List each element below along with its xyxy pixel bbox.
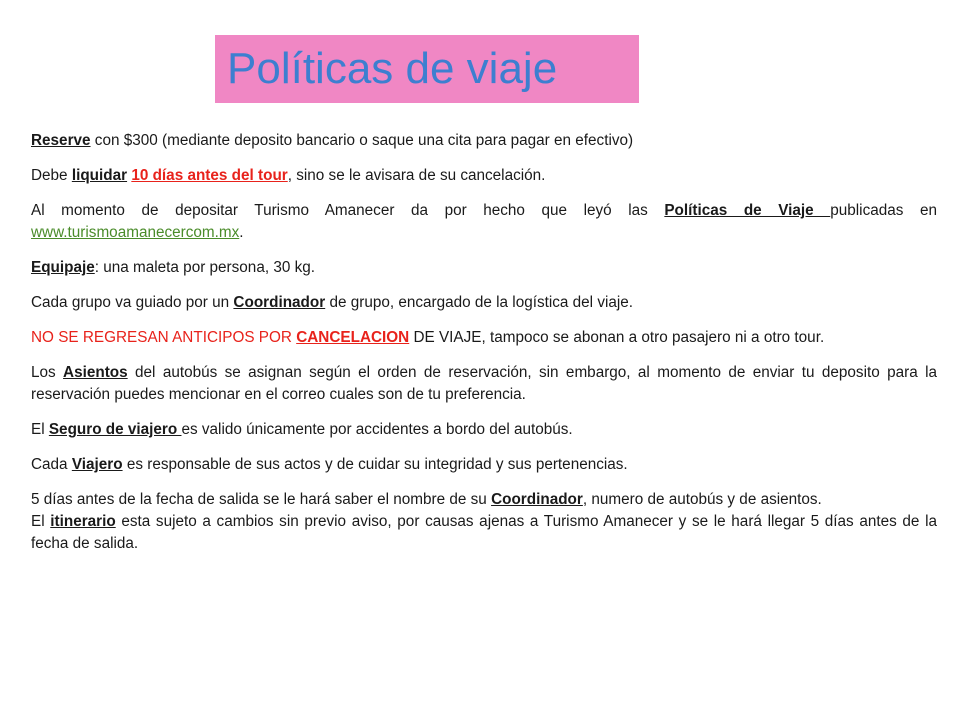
policy-text: El — [31, 513, 51, 530]
policy-insurance — [31, 419, 937, 441]
keyword-politicas: Políticas de Viaje — [664, 202, 831, 219]
policy-text: con $300 (mediante deposito bancario o saque una cita para pagar en efectivo) — [90, 132, 634, 149]
policy-text: esta sujeto a cambios sin previo aviso, por causas ajenas a Turismo Amanecer y se le hará llegar 5 días antes de la fecha de salida. — [31, 513, 938, 552]
policy-reservation — [31, 130, 937, 152]
policy-text: publicadas en — [830, 202, 937, 219]
policy-text: NO SE REGRESAN ANTICIPOS POR — [31, 329, 297, 346]
keyword-liquidar: liquidar — [71, 167, 128, 184]
policy-no-refund — [31, 327, 937, 349]
policy-text: Cada grupo va guiado por un — [31, 294, 234, 311]
policy-text: es responsable de sus actos y de cuidar su integridad y sus pertenencias. — [122, 456, 628, 473]
policy-text: del autobús se asignan según el orden de reservación, sin embargo, al momento de enviar tu deposito para la reservación puedes mencionar en el correo cuales son de tu preferencia. — [31, 364, 937, 403]
policy-payment — [31, 165, 937, 187]
policy-text: Cada — [31, 456, 72, 473]
policy-traveler — [31, 454, 937, 476]
keyword-itinerario: itinerario — [50, 513, 116, 530]
policy-text: Debe — [31, 167, 72, 184]
policy-text: , numero de autobús y de asientos. — [582, 491, 822, 508]
keyword-seguro: Seguro de viajero — [48, 421, 182, 438]
policy-text: 5 días antes de la fecha de salida se le hará saber el nombre de su — [31, 491, 492, 508]
policy-text: DE VIAJE, tampoco se abonan a otro pasajero ni a otro tour. — [409, 329, 825, 346]
keyword-coordinador: Coordinador — [233, 294, 326, 311]
policy-text: Al momento de depositar Turismo Amanecer da por hecho que leyó las — [31, 202, 665, 219]
keyword-asientos: Asientos — [63, 364, 128, 381]
keyword-cancelacion: CANCELACION — [296, 329, 410, 346]
page-title: Políticas de viaje — [227, 44, 558, 93]
policy-seats — [31, 362, 937, 406]
policy-itinerary — [31, 511, 937, 555]
policy-luggage — [31, 257, 937, 279]
policy-text: Los — [31, 364, 64, 381]
keyword-equipaje: Equipaje — [31, 259, 95, 276]
policy-text: de grupo, encargado de la logística del viaje. — [325, 294, 634, 311]
policy-acceptance — [31, 200, 937, 244]
policy-notice — [31, 489, 937, 511]
keyword-deadline: 10 días antes del tour — [131, 167, 288, 184]
keyword-viajero: Viajero — [71, 456, 123, 473]
website-link[interactable]: www.turismoamanecercom.mx — [31, 224, 240, 241]
policy-text: El — [31, 421, 49, 438]
policy-list — [31, 130, 937, 568]
policy-text: . — [239, 224, 244, 241]
keyword-coordinador: Coordinador — [491, 491, 583, 508]
policy-text: : una maleta por persona, 30 kg. — [94, 259, 315, 276]
title-banner — [215, 35, 639, 103]
keyword-reserve: Reserve — [31, 132, 91, 149]
policy-text: es valido únicamente por accidentes a bordo del autobús. — [181, 421, 573, 438]
policy-coordinator — [31, 292, 937, 314]
policy-text: , sino se le avisara de su cancelación. — [287, 167, 546, 184]
